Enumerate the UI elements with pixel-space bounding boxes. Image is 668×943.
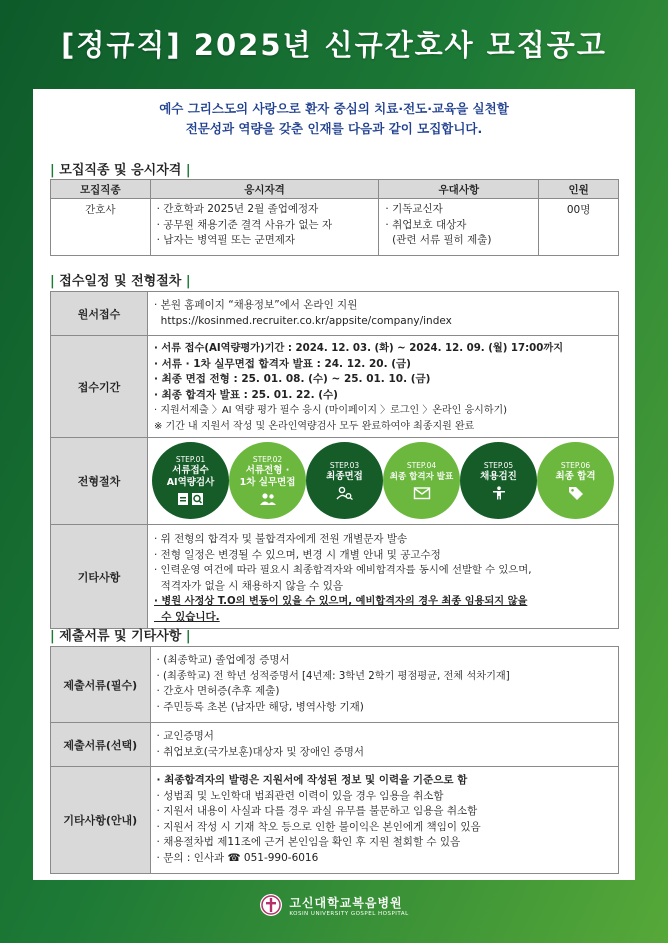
required-line: · (최종학교) 졸업예정 증명서 xyxy=(156,654,290,666)
label-notes: 기타사항(안내) xyxy=(51,767,151,874)
period-bold-line: · 최종 면접 전형 : 25. 01. 08. (수) ~ 25. 01. 10. (금) xyxy=(154,373,431,385)
step-number: STEP.05 xyxy=(483,461,514,470)
process-cell xyxy=(148,438,619,525)
section-title-positions: | 모집직종 및 응시자격 | xyxy=(50,163,191,178)
person-icon xyxy=(492,486,506,500)
required-cell xyxy=(150,647,618,723)
intro-line-2: 전문성과 역량을 갖춘 인재를 다음과 같이 모집합니다. xyxy=(185,121,483,136)
step-3 xyxy=(306,442,383,519)
step-4 xyxy=(383,442,460,519)
schedule-table xyxy=(50,291,619,629)
required-line: · (최종학교) 전 학년 성적증명서 [4년제: 3학년 2학기 평점평균, 전체 석차기재] xyxy=(156,670,510,682)
intro-text xyxy=(33,99,635,139)
step-title: 서류전형 · xyxy=(245,465,290,476)
label-required: 제출서류(필수) xyxy=(51,647,151,723)
step-title: 채용검진 xyxy=(480,471,517,482)
etc-line: · 인력운영 여건에 따라 필요시 최종합격자와 예비합격자를 동시에 선발할 수 있으며, xyxy=(154,564,532,576)
person-search-icon xyxy=(336,486,354,500)
optional-line: · 취업보호(국가보훈)대상자 및 장애인 증명서 xyxy=(156,745,365,758)
qualification-line: · 공무원 채용기준 결격 사유가 없는 자 xyxy=(156,218,333,231)
preference-line: (관련 서류 필히 제출) xyxy=(385,234,492,246)
hospital-emblem-icon xyxy=(259,893,283,917)
optional-line: · 교인증명서 xyxy=(156,730,214,742)
step-number: STEP.01 xyxy=(175,455,206,464)
qualification-line: · 간호학과 2025년 2월 졸업예정자 xyxy=(156,203,319,215)
period-bold-line: · 최종 합격자 발표 : 25. 01. 22. (수) xyxy=(154,388,338,401)
step-title: 서류접수 xyxy=(172,465,209,476)
hospital-name-ko: 고신대학교복음병원 xyxy=(289,895,403,910)
period-cell xyxy=(148,336,619,438)
step-5 xyxy=(460,442,537,519)
header-cell-count: 인원 xyxy=(539,180,619,199)
header-cell-preference: 우대사항 xyxy=(379,180,539,199)
required-line: · 주민등록 초본 (남자만 해당, 병역사항 기재) xyxy=(156,700,364,713)
document-search-icon xyxy=(177,492,205,506)
job-cell: 간호사 xyxy=(51,199,151,256)
group-icon xyxy=(259,492,277,506)
header-cell-qualification: 응시자격 xyxy=(150,180,379,199)
notes-line: · 지원서 작성 시 기재 착오 등으로 인한 불이익은 본인에게 책임이 있음 xyxy=(156,820,481,833)
notes-line: · 성범죄 및 노인학대 범죄관련 이력이 있을 경우 임용을 취소함 xyxy=(156,789,444,802)
page-title: [정규직] 2025년 신규간호사 모집공고 xyxy=(61,27,607,62)
positions-table xyxy=(50,179,619,256)
notes-bold-line: · 최종합격자의 발령은 지원서에 작성된 정보 및 이력을 기준으로 함 xyxy=(156,774,468,786)
etc-line: 적격자가 없을 시 채용하지 않을 수 있음 xyxy=(154,579,343,592)
period-line: · 지원서제출 〉AI 역량 평가 필수 응시 (마이페이지 〉로그인 〉온라인 응시하기) xyxy=(154,405,508,416)
tag-icon xyxy=(568,486,584,500)
label-apply: 원서접수 xyxy=(51,292,148,336)
step-title: 최종 합격 xyxy=(555,471,596,482)
step-2 xyxy=(229,442,306,519)
etc-line: · 전형 일정은 변경될 수 있으며, 변경 시 개별 안내 및 공고수정 xyxy=(154,548,441,561)
optional-cell xyxy=(150,723,618,767)
etc-bold-line: · 병원 사정상 T.O의 변동이 있을 수 있으며, 예비합격자의 경우 최종 임용되지 않을 xyxy=(154,596,528,607)
hospital-name xyxy=(289,894,408,917)
section-title-documents: | 제출서류 및 기타사항 | xyxy=(50,629,191,644)
step-title: 최종면접 xyxy=(326,471,363,482)
step-number: STEP.03 xyxy=(329,461,360,470)
label-etc: 기타사항 xyxy=(51,525,148,629)
header xyxy=(0,0,668,86)
apply-line: · 본원 홈페이지 “채용정보”에서 온라인 지원 xyxy=(154,299,358,311)
required-line: · 간호사 면허증(추후 제출) xyxy=(156,685,280,697)
intro-line-1: 예수 그리스도의 사랑으로 환자 중심의 치료·전도·교육을 실천할 xyxy=(159,101,509,116)
documents-table xyxy=(50,646,619,874)
process-steps xyxy=(148,438,618,523)
apply-link[interactable]: https://kosinmed.recruiter.co.kr/appsite/company/index xyxy=(154,314,452,327)
notes-line: · 채용절차법 제11조에 근거 본인임을 확인 후 지원 철회할 수 있음 xyxy=(156,836,461,848)
label-period: 접수기간 xyxy=(51,336,148,438)
label-optional: 제출서류(선택) xyxy=(51,723,151,767)
step-number: STEP.06 xyxy=(560,461,591,470)
hospital-name-en: KOSIN UNIVERSITY GOSPEL HOSPITAL xyxy=(289,910,409,917)
mail-icon xyxy=(413,486,431,500)
period-bold-line: · 서류 접수(AI역량평가)기간 : 2024. 12. 03. (화) ~ 2024. 12. 09. (월) 17:00까지 xyxy=(154,343,564,354)
section-title-schedule: | 접수일정 및 전형절차 | xyxy=(50,274,191,289)
step-6 xyxy=(537,442,614,519)
step-title: 최종 합격자 발표 xyxy=(389,472,454,482)
preference-line: · 기독교신자 xyxy=(385,203,443,215)
hospital-logo xyxy=(259,893,408,917)
label-process: 전형절차 xyxy=(51,438,148,525)
step-number: STEP.02 xyxy=(252,455,283,464)
step-number: STEP.04 xyxy=(406,461,437,470)
notice-panel xyxy=(33,89,635,880)
etc-bold-line: 수 있습니다. xyxy=(154,610,220,623)
notes-line: · 지원서 내용이 사실과 다를 경우 과실 유무를 불문하고 임용을 취소함 xyxy=(156,805,478,817)
contact-line: · 문의 : 인사과 ☎ 051-990-6016 xyxy=(156,851,319,864)
apply-cell xyxy=(148,292,619,336)
section-title-text: 모집직종 및 응시자격 xyxy=(59,163,182,178)
qualification-cell xyxy=(150,199,379,256)
etc-line: · 위 전형의 합격자 및 불합격자에게 전원 개별문자 발송 xyxy=(154,533,408,545)
period-note: ※ 기간 내 지원서 작성 및 온라인역량검사 모두 완료하여야 최종지원 완료 xyxy=(154,420,475,432)
step-1 xyxy=(152,442,229,519)
qualification-line: · 남자는 병역필 또는 군면제자 xyxy=(156,234,296,246)
period-bold-line: · 서류 · 1차 실무면접 합격자 발표 : 24. 12. 20. (금) xyxy=(154,357,411,370)
preference-line: · 취업보호 대상자 xyxy=(385,218,467,231)
step-title: AI역량검사 xyxy=(166,477,215,488)
count-cell: 00명 xyxy=(539,199,619,256)
step-title: 1차 실무면접 xyxy=(239,477,296,488)
notes-cell xyxy=(150,767,618,874)
etc-cell xyxy=(148,525,619,629)
preference-cell xyxy=(379,199,539,256)
footer xyxy=(0,885,668,925)
header-cell-job: 모집직종 xyxy=(51,180,151,199)
section-title-text: 접수일정 및 전형절차 xyxy=(59,274,182,289)
section-title-text: 제출서류 및 기타사항 xyxy=(59,629,182,644)
